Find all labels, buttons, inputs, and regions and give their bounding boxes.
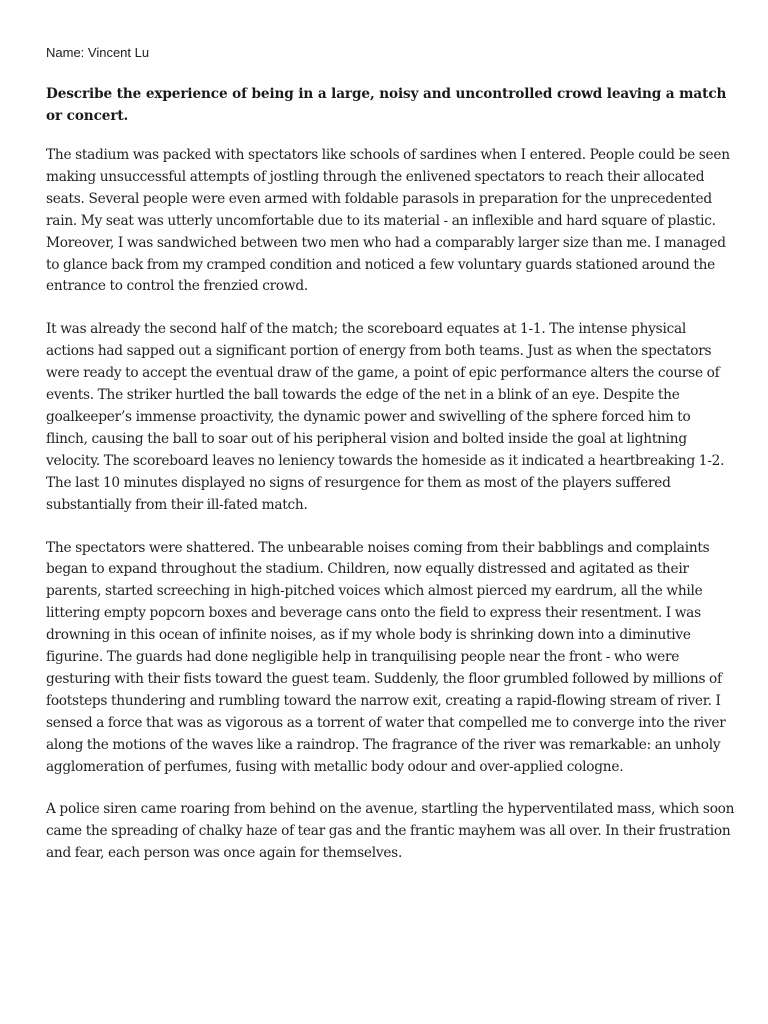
- author-name: Name: Vincent Lu: [46, 45, 150, 60]
- essay-paragraph: The spectators were shattered. The unbearable noises coming from their babblings and complaints began to expand throughout the stadium. Children, now equally distressed and agitated as their parents, started screeching in high-pitched voices which almost pierced my eardrum, all the while littering empty popcorn boxes and beverage cans onto the field to express their resentment. I was drowning in this ocean of infinite noises, as if my whole body is shrinking down into a diminutive figurine. The guards had done negligible help in tranquilising people near the front - who were gesturing with their fists toward the guest team. Suddenly, the floor grumbled followed by millions of footsteps thundering and rumbling toward the narrow exit, creating a rapid-flowing stream of river. I sensed a force that was as vigorous as a torrent of water that compelled me to converge into the river along the motions of the waves like a raindrop. The fragrance of the river was remarkable: an unholy agglomeration of perfumes, fusing with metallic body odour and over-applied cologne.: [46, 539, 726, 775]
- essay-prompt: Describe the experience of being in a large, noisy and uncontrolled crowd leaving a match or concert.: [46, 86, 727, 124]
- essay-paragraph: The stadium was packed with spectators like schools of sardines when I entered. People could be seen making unsuccessful attempts of jostling through the enlivened spectators to reach their allocated seats. Several people were even armed with foldable parasols in preparation for the unprecedented rain. My seat was utterly uncomfortable due to its material - an inflexible and hard square of plastic. Moreover, I was sandwiched between two men who had a comparably larger size than me. I managed to glance back from my cramped condition and noticed a few voluntary guards stationed around the entrance to control the frenzied crowd.: [46, 147, 730, 295]
- essay-body: [46, 145, 736, 886]
- essay-paragraph: It was already the second half of the match; the scoreboard equates at 1-1. The intense physical actions had sapped out a significant portion of energy from both teams. Just as when the spectators were ready to accept the eventual draw of the game, a point of epic performance alters the course of events. The striker hurtled the ball towards the edge of the net in a blink of an eye. Despite the goalkeeper’s immense proactivity, the dynamic power and swivelling of the sphere forced him to flinch, causing the ball to soar out of his peripheral vision and bolted inside the goal at lightning velocity. The scoreboard leaves no leniency towards the homeside as it indicated a heartbreaking 1-2. The last 10 minutes displayed no signs of resurgence for them as most of the players suffered substantially from their ill-fated match.: [46, 321, 725, 513]
- essay-paragraph: A police siren came roaring from behind on the avenue, startling the hyperventilated mass, which soon came the spreading of chalky haze of tear gas and the frantic mayhem was all over. In their frustration and fear, each person was once again for themselves.: [46, 801, 735, 862]
